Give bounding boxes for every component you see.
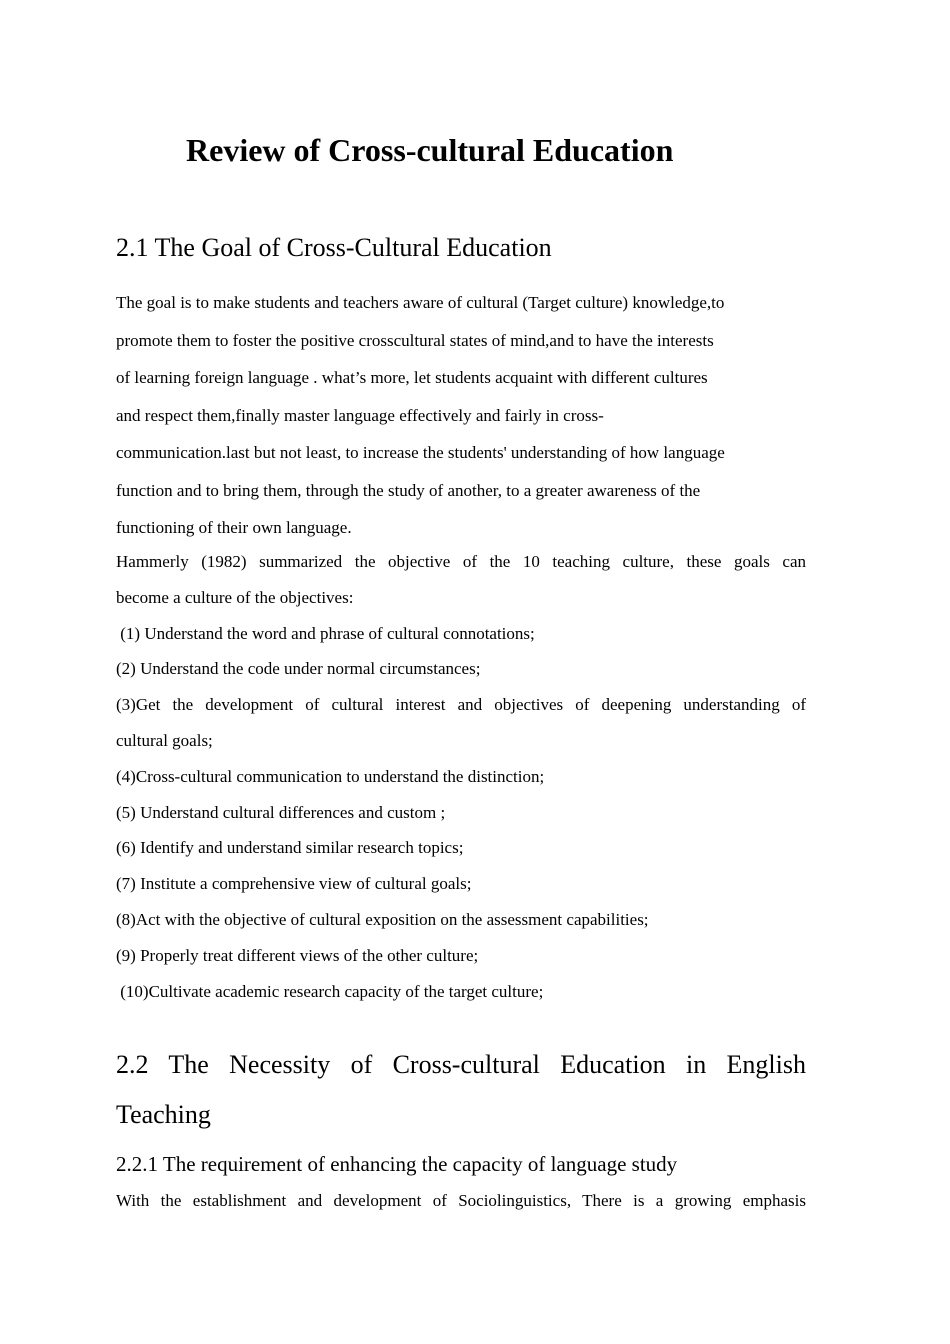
objective-item: (4)Cross-cultural communication to understand the distinction; [116,766,545,786]
subsection-heading-2-2-1: 2.2.1 The requirement of enhancing the capacity of language study [116,1152,678,1176]
paragraph-line: function and to bring them, through the study of another, to a greater awareness of the [116,480,701,500]
paragraph-line: of learning foreign language . what’s more, let students acquaint with different cultures [116,368,708,387]
objective-item: (3)Get the development of cultural interest and objectives of deepening understanding of [116,695,806,715]
objective-item: (6) Identify and understand similar research topics; [116,838,464,858]
objectives-block [116,544,806,1009]
paragraph-line: The goal is to make students and teachers aware of cultural (Target culture) knowledge,to [116,293,725,312]
objective-item: (5) Understand cultural differences and custom ; [116,802,446,822]
objective-item-continued: cultural goals; [116,730,213,750]
objectives-intro-line: Hammerly (1982) summarized the objective of the 10 teaching culture, these goals can [116,552,806,571]
section-2-1-paragraph [116,284,806,547]
objective-item: (7) Institute a comprehensive view of cultural goals; [116,874,472,894]
section-heading-2-2 [116,1040,806,1140]
objective-item: (10)Cultivate academic research capacity of the target culture; [116,981,544,1001]
paragraph-line: promote them to foster the positive crosscultural states of mind,and to have the interests [116,330,714,350]
objective-item: (9) Properly treat different views of the other culture; [116,945,479,965]
section-heading-2-1: 2.1 The Goal of Cross-Cultural Education [116,233,552,262]
paragraph-line: With the establishment and development of Sociolinguistics, There is a growing emphasis [116,1191,806,1210]
paragraph-line: and respect them,finally master language effectively and fairly in cross- [116,405,604,425]
paragraph-line: communication.last but not least, to increase the students' understanding of how language [116,443,725,462]
heading-line: Teaching [116,1100,211,1129]
objectives-intro-line: become a culture of the objectives: [116,587,354,607]
objective-item: (2) Understand the code under normal circumstances; [116,659,481,679]
paragraph-line: functioning of their own language. [116,518,352,537]
objective-item: (1) Understand the word and phrase of cultural connotations; [116,623,535,643]
subsection-2-2-1-paragraph [116,1185,806,1217]
objective-item: (8)Act with the objective of cultural exposition on the assessment capabilities; [116,909,649,929]
document-title: Review of Cross-cultural Education [186,132,674,168]
heading-line: 2.2 The Necessity of Cross-cultural Education in English [116,1050,806,1079]
